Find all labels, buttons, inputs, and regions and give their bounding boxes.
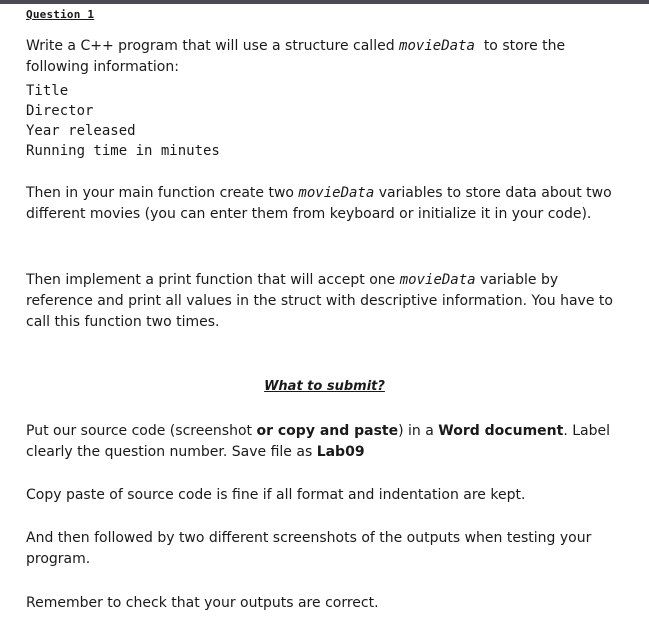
print-text-post: variable by reference and print all values in the struct with descriptive information. You have to call this function two times.: [26, 272, 613, 330]
main-function-paragraph: [26, 183, 626, 225]
reminder-paragraph: Remember to check that your outputs are correct.: [26, 595, 379, 611]
submit-heading: What to submit?: [264, 379, 385, 394]
submit-text-d: Word document: [438, 423, 564, 439]
struct-name: movieData: [298, 185, 375, 201]
submit-text-a: Put our source code (screenshot: [26, 423, 253, 439]
print-text-pre: Then implement a print function that will accept one: [26, 272, 396, 288]
submit-text-b: or copy and paste: [256, 423, 399, 439]
intro-text-pre: Write a C++ program that will use a structure called: [26, 38, 395, 54]
submit-text-c: ) in a: [398, 423, 434, 439]
intro-paragraph: [26, 36, 626, 78]
struct-name: movieData: [399, 272, 476, 288]
field-item: Title: [26, 83, 69, 99]
copy-paste-paragraph: Copy paste of source code is fine if all format and indentation are kept.: [26, 487, 526, 503]
field-item: Year released: [26, 123, 136, 139]
question-title: Question 1: [26, 8, 95, 21]
top-border: [0, 0, 649, 4]
submit-text-e: . Label clearly the question number. Save file as: [26, 423, 610, 460]
print-function-paragraph: [26, 270, 626, 333]
intro-text-post: to store the following information:: [26, 38, 566, 75]
main-text-pre: Then in your main function create two: [26, 185, 294, 201]
field-list: [26, 81, 220, 161]
struct-name: movieData: [399, 38, 475, 54]
field-item: Director: [26, 103, 94, 119]
field-item: Running time in minutes: [26, 143, 220, 159]
screenshots-paragraph: And then followed by two different screenshots of the outputs when testing your program.: [26, 530, 592, 567]
submit-text-f: Lab09: [316, 444, 365, 460]
submit-paragraph: [26, 421, 626, 463]
main-text-post: variables to store data about two different movies (you can enter them from keyboard or initialize it in your code).: [26, 185, 612, 222]
